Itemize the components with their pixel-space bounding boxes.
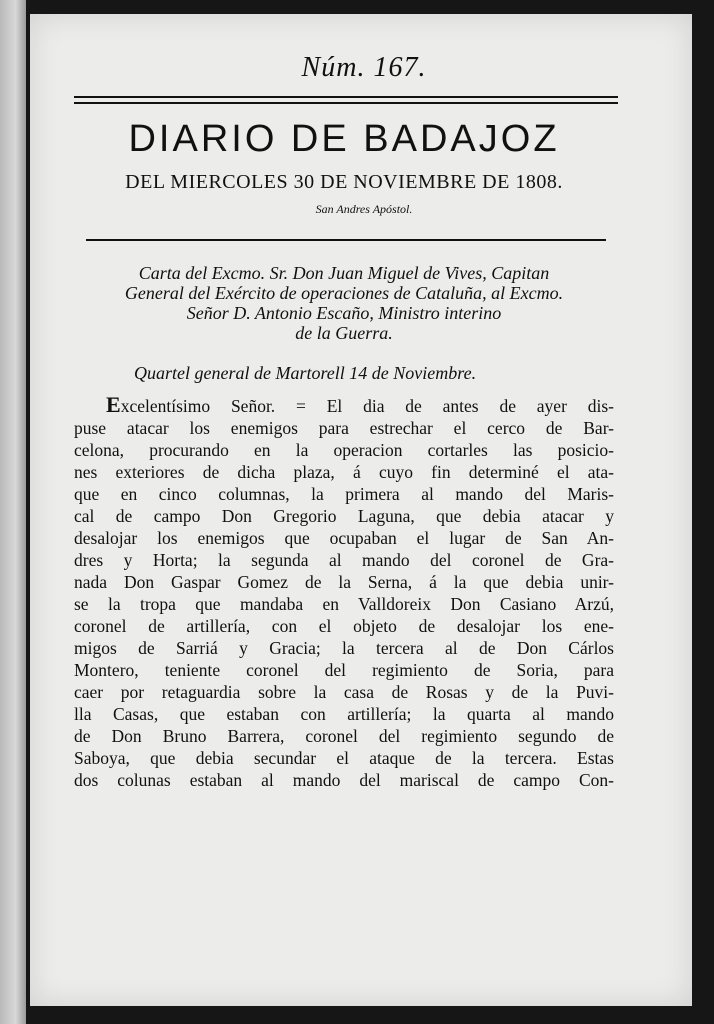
body-line: lla Casas, que estaban con artillería; la quarta al mando: [74, 704, 614, 724]
body-line: nes exteriores de dicha plaza, á cuyo fin determiné el ata-: [74, 462, 614, 482]
body-line: dres y Horta; la segunda al mando del coronel de Gra-: [74, 550, 614, 570]
body-line: dos colunas estaban al mando del mariscal de campo Con-: [74, 770, 614, 790]
body-line: celona, procurando en la operacion cortarles las posicio-: [74, 440, 614, 460]
newspaper-page: [30, 14, 692, 1006]
publication-date: DEL MIERCOLES 30 DE NOVIEMBRE DE 1808.: [125, 171, 563, 193]
letter-heading-line: Señor D. Antonio Escaño, Ministro interino: [186, 303, 502, 323]
body-line: se la tropa que mandaba en Valldoreix Don Casiano Arzú,: [74, 594, 614, 614]
section-divider-rule: [86, 239, 606, 241]
body-line: puse atacar los enemigos para estrechar el cerco de Bar-: [74, 418, 614, 438]
body-line: caer por retaguardia sobre la casa de Rosas y de la Puvi-: [74, 682, 614, 702]
newspaper-title: DIARIO DE BADAJOZ: [128, 118, 560, 160]
body-line: desalojar los enemigos que ocupaban el lugar de San An-: [74, 528, 614, 548]
body-line: que en cinco columnas, la primera al mando del Maris-: [74, 484, 614, 504]
letter-heading: [74, 263, 614, 343]
body-line: de Don Bruno Barrera, coronel del regimiento segundo de: [74, 726, 614, 746]
body-line: nada Don Gaspar Gomez de la Serna, á la que debia unir-: [74, 572, 614, 592]
body-line: Montero, teniente coronel del regimiento de Soria, para: [74, 660, 614, 680]
page-content: [74, 52, 614, 791]
body-line: Excelentísimo Señor. = El dia de antes de ayer dis-: [106, 392, 614, 417]
body-line: cal de campo Don Gregorio Laguna, que debia atacar y: [74, 506, 614, 526]
letter-heading-line: Carta del Excmo. Sr. Don Juan Miguel de Vives, Capitan: [138, 263, 550, 283]
previous-page-edge: [0, 0, 26, 1024]
letter-heading-line: de la Guerra.: [295, 323, 393, 343]
letter-dateline: Quartel general de Martorell 14 de Noviembre.: [134, 363, 477, 383]
body-line: Saboya, que debia secundar el ataque de la tercera. Estas: [74, 748, 614, 768]
letter-body: [74, 394, 614, 791]
masthead-double-rule: [74, 96, 618, 104]
letter-heading-line: General del Exército de operaciones de Cataluña, al Excmo.: [124, 283, 564, 303]
issue-number: Núm. 167.: [301, 52, 427, 83]
body-line: coronel de artillería, con el objeto de desalojar los ene-: [74, 616, 614, 636]
body-line: migos de Sarriá y Gracia; la tercera al de Don Cárlos: [74, 638, 614, 658]
saint-of-the-day: San Andres Apóstol.: [315, 202, 413, 216]
